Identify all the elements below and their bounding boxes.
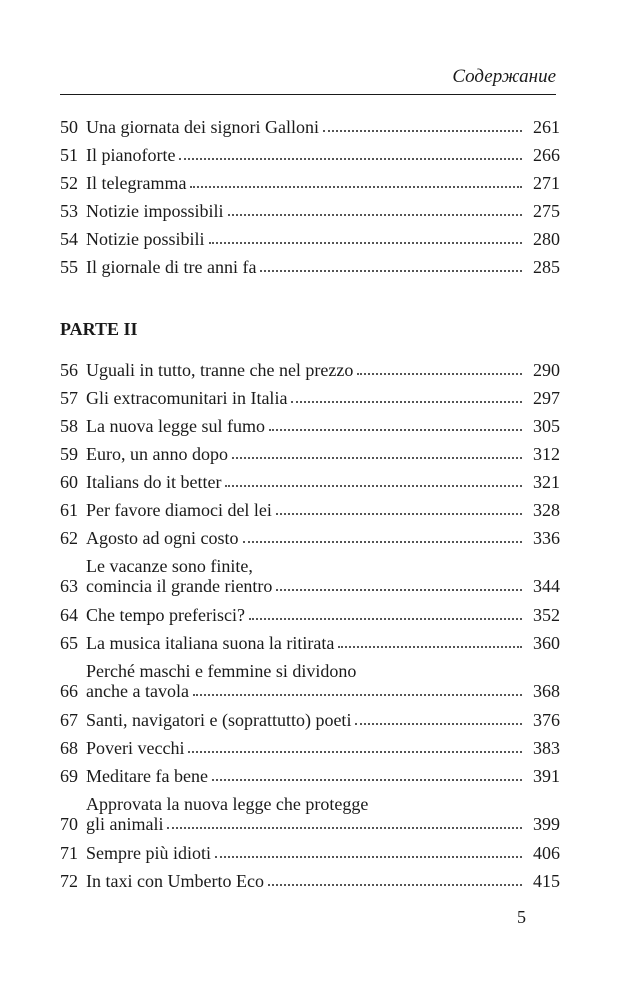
dot-leader <box>225 484 522 487</box>
dot-leader <box>243 540 523 543</box>
entry-title: Agosto ad ogni costo <box>86 528 239 548</box>
header-title: Содержание <box>452 66 556 87</box>
entry-title: comincia il grande rientro <box>86 576 273 596</box>
entry-title: Italians do it better <box>86 472 222 492</box>
entry-page: 336 <box>533 528 560 548</box>
dot-leader <box>232 456 522 459</box>
entry-title-line: Perché maschi e femmine si dividono <box>86 661 357 681</box>
toc-entry <box>60 145 560 165</box>
running-header <box>60 66 556 95</box>
dot-leader <box>276 588 522 591</box>
toc-entry <box>60 388 560 408</box>
entry-number: 68 <box>60 738 78 758</box>
toc-entry <box>60 173 560 193</box>
dot-leader <box>179 157 522 160</box>
entry-title: In taxi con Umberto Eco <box>86 871 264 891</box>
entry-title: Euro, un anno dopo <box>86 444 228 464</box>
toc-entry <box>60 257 560 277</box>
entry-page: 391 <box>533 766 560 786</box>
entry-title: La nuova legge sul fumo <box>86 416 265 436</box>
entry-title: Meditare fa bene <box>86 766 208 786</box>
entry-number: 66 <box>60 681 78 701</box>
entry-title: Uguali in tutto, tranne che nel prezzo <box>86 360 354 380</box>
dot-leader <box>167 826 522 829</box>
dot-leader <box>188 750 522 753</box>
entry-page: 321 <box>533 472 560 492</box>
entry-number: 62 <box>60 528 78 548</box>
entry-title: Il giornale di tre anni fa <box>86 257 257 277</box>
entry-title: gli animali <box>86 814 164 834</box>
part-heading: PARTE II <box>60 319 138 339</box>
dot-leader <box>276 512 522 515</box>
toc-entry <box>60 871 560 891</box>
entry-page: 290 <box>533 360 560 380</box>
entry-number: 60 <box>60 472 78 492</box>
entry-title: Che tempo preferisci? <box>86 605 245 625</box>
entry-page: 280 <box>533 229 560 249</box>
entry-number: 61 <box>60 500 78 520</box>
dot-leader <box>193 693 522 696</box>
toc-entry <box>60 360 560 380</box>
dot-leader <box>357 372 522 375</box>
entry-number: 53 <box>60 201 78 221</box>
toc-entry <box>60 528 560 548</box>
page-number: 5 <box>517 907 526 927</box>
dot-leader <box>323 129 522 132</box>
entry-page: 415 <box>533 871 560 891</box>
toc-entry <box>60 794 560 834</box>
entry-page: 376 <box>533 710 560 730</box>
entry-number: 72 <box>60 871 78 891</box>
toc-entry <box>60 201 560 221</box>
entry-title: La musica italiana suona la ritirata <box>86 633 335 653</box>
dot-leader <box>249 617 522 620</box>
toc-entry <box>60 556 560 596</box>
entry-number: 56 <box>60 360 78 380</box>
entry-number: 70 <box>60 814 78 834</box>
entry-page: 406 <box>533 843 560 863</box>
entry-number: 54 <box>60 229 78 249</box>
dot-leader <box>260 269 522 272</box>
entry-title: Il pianoforte <box>86 145 176 165</box>
entry-page: 352 <box>533 605 560 625</box>
toc-entry <box>60 229 560 249</box>
entry-number: 65 <box>60 633 78 653</box>
entry-title: Il telegramma <box>86 173 187 193</box>
entry-page: 297 <box>533 388 560 408</box>
entry-title-line: Le vacanze sono finite, <box>86 556 253 576</box>
entry-page: 266 <box>533 145 560 165</box>
entry-page: 328 <box>533 500 560 520</box>
entry-number: 71 <box>60 843 78 863</box>
entry-number: 50 <box>60 117 78 137</box>
toc-entry <box>60 661 560 701</box>
dot-leader <box>215 855 522 858</box>
dot-leader <box>268 883 522 886</box>
entry-page: 383 <box>533 738 560 758</box>
dot-leader <box>228 213 523 216</box>
toc-entry <box>60 843 560 863</box>
entry-number: 57 <box>60 388 78 408</box>
entry-number: 52 <box>60 173 78 193</box>
toc-entry <box>60 117 560 137</box>
toc-entry <box>60 500 560 520</box>
entry-title: Santi, navigatori e (soprattutto) poeti <box>86 710 352 730</box>
entry-page: 285 <box>533 257 560 277</box>
entry-number: 69 <box>60 766 78 786</box>
entry-number: 59 <box>60 444 78 464</box>
dot-leader <box>209 241 523 244</box>
dot-leader <box>338 645 522 648</box>
entry-page: 368 <box>533 681 560 701</box>
entry-title-line: Approvata la nuova legge che protegge <box>86 794 369 814</box>
entry-title: Notizie possibili <box>86 229 205 249</box>
toc-entry <box>60 710 560 730</box>
toc-entry <box>60 738 560 758</box>
entry-page: 312 <box>533 444 560 464</box>
toc-entry <box>60 605 560 625</box>
toc-entry <box>60 416 560 436</box>
toc-entry <box>60 472 560 492</box>
entry-page: 305 <box>533 416 560 436</box>
dot-leader <box>269 428 522 431</box>
entry-page: 261 <box>533 117 560 137</box>
entry-title: Sempre più idioti <box>86 843 211 863</box>
entry-title: anche a tavola <box>86 681 189 701</box>
entry-page: 344 <box>533 576 560 596</box>
entry-number: 64 <box>60 605 78 625</box>
toc-entry <box>60 633 560 653</box>
entry-number: 63 <box>60 576 78 596</box>
dot-leader <box>212 778 522 781</box>
entry-title: Per favore diamoci del lei <box>86 500 272 520</box>
entry-page: 360 <box>533 633 560 653</box>
entry-number: 67 <box>60 710 78 730</box>
entry-title: Gli extracomunitari in Italia <box>86 388 288 408</box>
entry-title: Una giornata dei signori Galloni <box>86 117 319 137</box>
entry-page: 271 <box>533 173 560 193</box>
entry-title: Notizie impossibili <box>86 201 224 221</box>
entry-number: 51 <box>60 145 78 165</box>
entry-page: 275 <box>533 201 560 221</box>
toc-entry <box>60 444 560 464</box>
entry-title: Poveri vecchi <box>86 738 185 758</box>
entry-number: 55 <box>60 257 78 277</box>
entry-page: 399 <box>533 814 560 834</box>
dot-leader <box>355 722 522 725</box>
toc-entry <box>60 766 560 786</box>
dot-leader <box>291 400 522 403</box>
dot-leader <box>190 185 522 188</box>
entry-number: 58 <box>60 416 78 436</box>
